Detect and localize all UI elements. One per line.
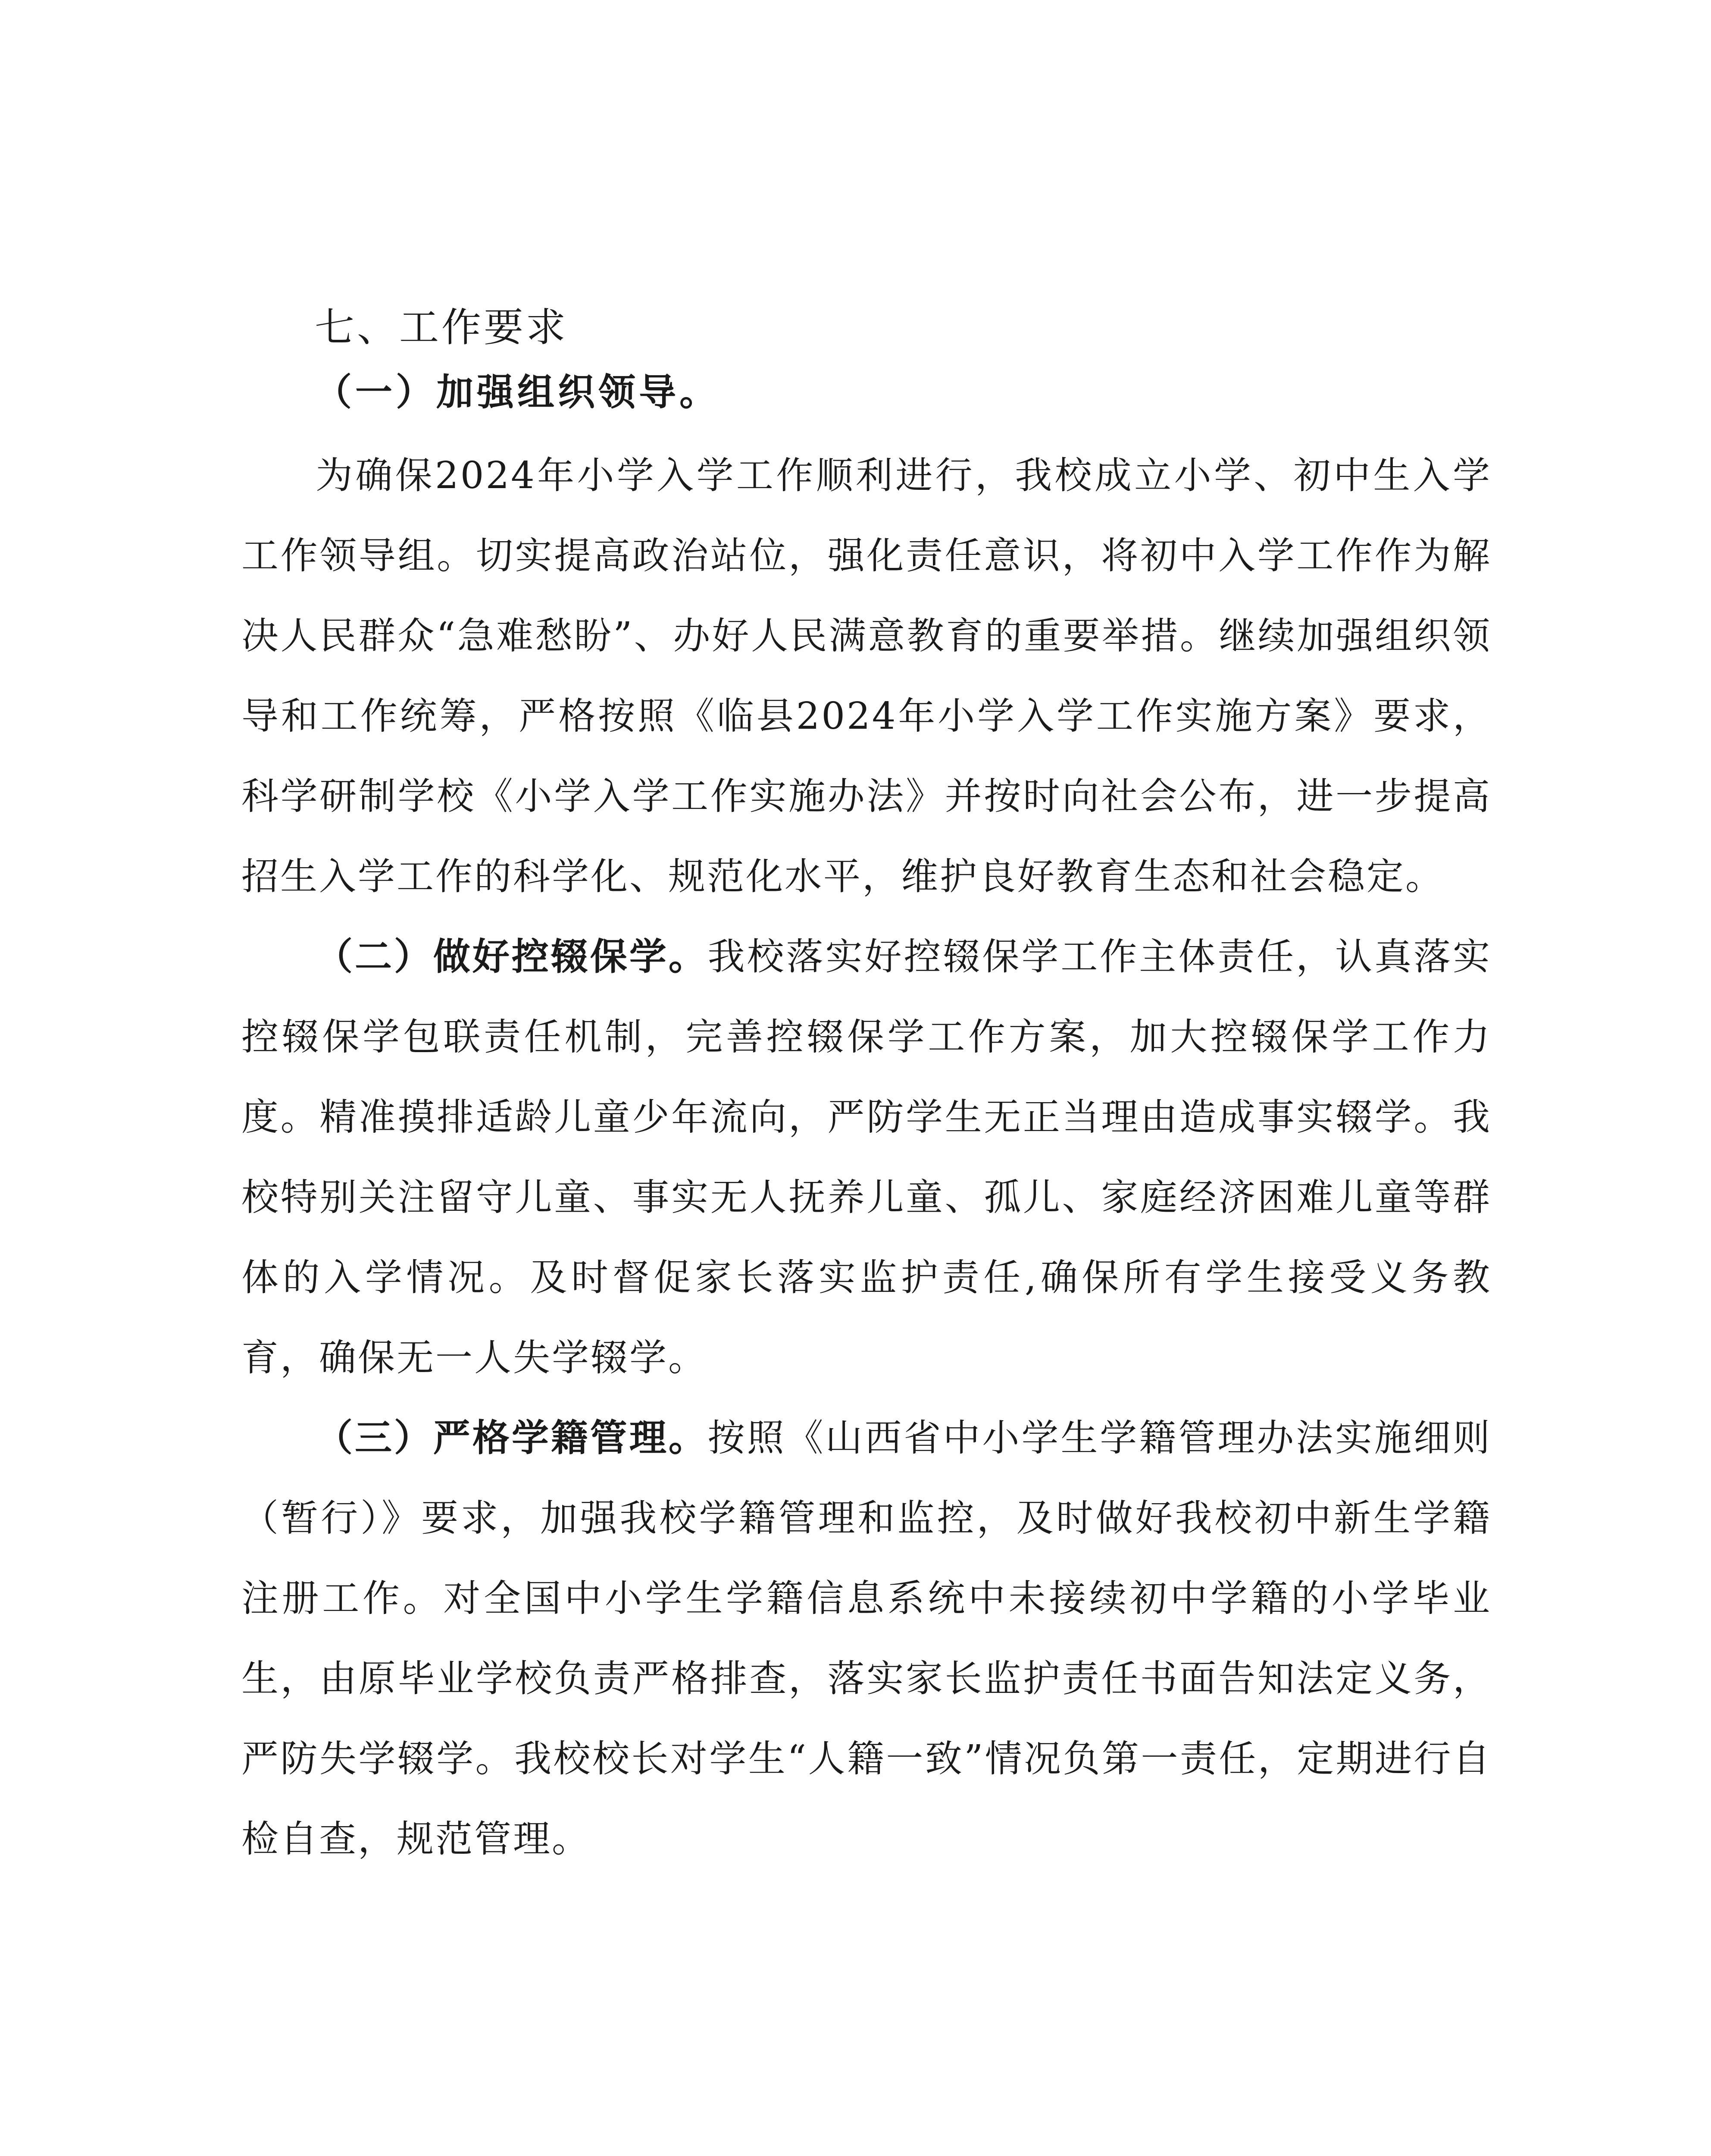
subsection-1-heading: （一）加强组织领导。 [315,371,720,414]
subsection-3-paragraph [241,1398,1492,1879]
subsection-1-paragraph: 为确保2024年小学入学工作顺利进行，我校成立小学、初中生入学工作领导组。切实提高政治站位，强化责任意识，将初中入学工作作为解决人民群众“急难愁盼”、办好人民满意教育的重要举措。继续加强组织领导和工作统筹，严格按照《临县2024年小学入学工作实施方案》要求，科学研制学校《小学入学工作实施办法》并按时向社会公布，进一步提高招生入学工作的科学化、规范化水平，维护良好教育生态和社会稳定。 [241,454,1492,898]
subsection-2-lead: （二）做好控辍保学。 [316,935,708,978]
subsection-3-lead: （三）严格学籍管理。 [316,1416,708,1460]
section-heading: 七、工作要求 [315,304,569,351]
subsection-3-body: 按照《山西省中小学生学籍管理办法实施细则（暂行）》要求，加强我校学籍管理和监控，及时做好我校初中新生学籍注册工作。对全国中小学生学籍信息系统中未接续初中学籍的小学毕业生，由原毕业学校负责严格排查，落实家长监护责任书面告知法定义务，严防失学辍学。我校校长对学生“人籍一致”情况负第一责任，定期进行自检自查，规范管理。 [241,1416,1492,1861]
document-body [241,302,1492,1879]
subsection-2-body: 我校落实好控辍保学工作主体责任，认真落实控辍保学包联责任机制，完善控辍保学工作方案，加大控辍保学工作力度。精准摸排适龄儿童少年流向，严防学生无正当理由造成事实辍学。我校特别关注留守儿童、事实无人抚养儿童、孤儿、家庭经济困难儿童等群体的入学情况。及时督促家长落实监护责任,确保所有学生接受义务教育，确保无一人失学辍学。 [241,935,1492,1379]
subsection-2-paragraph [241,917,1492,1398]
